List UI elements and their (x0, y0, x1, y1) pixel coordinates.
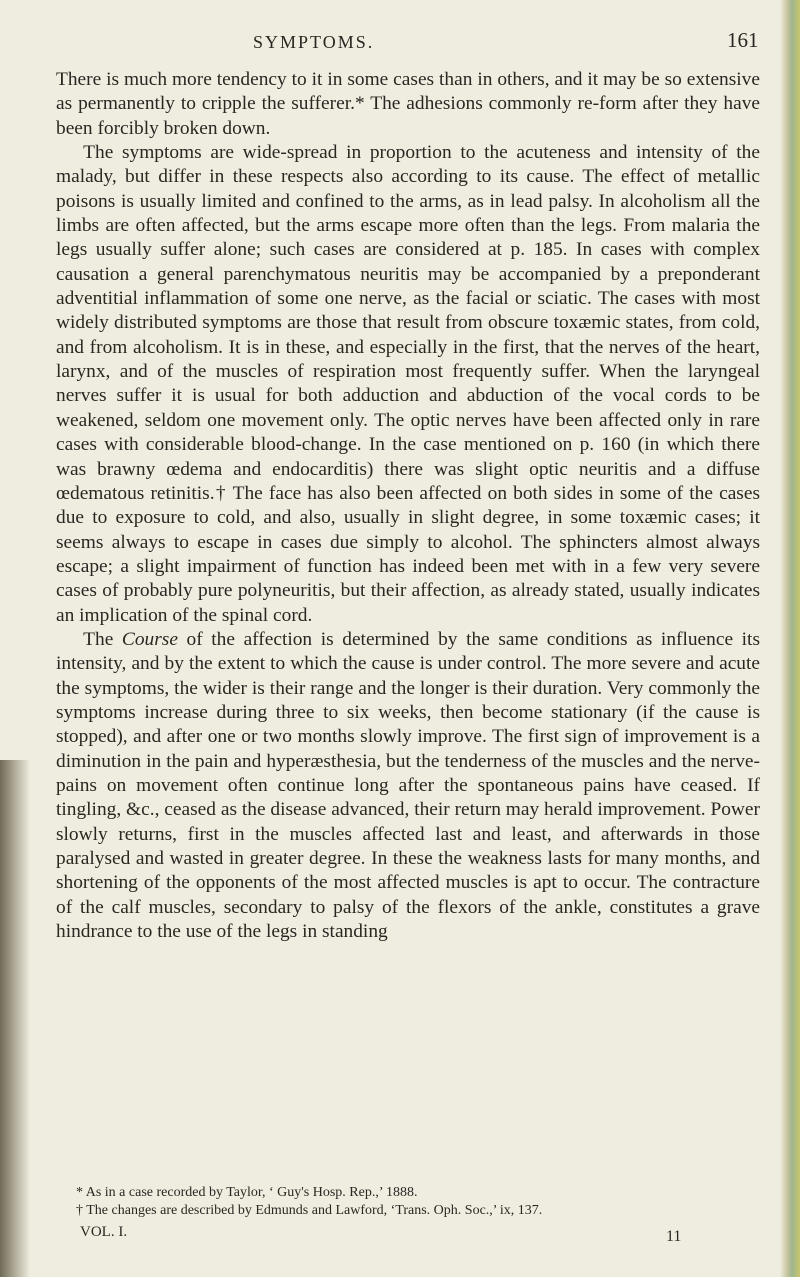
footnote: † The changes are described by Edmunds and Lawford, ‘Trans. Oph. Soc.,’ ix, 137. (76, 1203, 543, 1218)
course-lead: The (83, 628, 122, 650)
binding-shadow (0, 760, 30, 1277)
paragraph-course (56, 628, 760, 944)
page-edge (780, 0, 800, 1277)
page-number: 161 (727, 28, 759, 52)
page-footer (56, 1224, 696, 1246)
body-text (56, 68, 760, 944)
signature-number: 11 (666, 1228, 682, 1245)
page-header (0, 14, 800, 50)
running-head: SYMPTOMS. (253, 32, 375, 52)
footnote: * As in a case recorded by Taylor, ‘ Guy's Hosp. Rep.,’ 1888. (76, 1185, 418, 1200)
paragraph: There is much more tendency to it in some cases than in others, and it may be so extensive as permanently to cripple the sufferer.* The adhesions commonly re-form after they have been forcibly broken down. (56, 69, 760, 139)
course-text: of the affection is determined by the same conditions as influence its intensity, and by the extent to which the cause is under control. The more severe and acute the symptoms, the wider is their range and the longer is their duration. Very commonly the symptoms increase during three to six weeks, then become stationary (if the cause is stopped), and after one or two months slowly improve. The first sign of improvement is a diminution in the pain and hyperæsthesia, but the tenderness of the muscles and the nerve-pains on movement often continue long after the spontaneous pains have ceased. If tingling, &c., ceased as the disease advanced, their return may herald improvement. Power slowly returns, first in the muscles affected last and least, and afterwards in those paralysed and wasted in greater degree. In these the weakness lasts for many months, and shortening of the opponents of the most affected muscles is apt to occur. The contracture of the calf muscles, secondary to palsy of the flexors of the ankle, constitutes a grave hindrance to the use of the legs in standing (56, 628, 760, 943)
volume-signature: VOL. I. (80, 1224, 128, 1240)
paragraph: The symptoms are wide-spread in proportion to the acuteness and intensity of the malady, but differ in these respects also according to its cause. The effect of metallic poisons is usually limited and confined to the arms, as in lead palsy. In alcoholism all the limbs are often affected, but the arms escape more often than the legs. From malaria the legs usually suffer alone; such cases are considered at p. 185. In cases with complex causation a general parenchymatous neuritis may be accompanied by a preponderant adventitial inflammation of some one nerve, as the facial or sciatic. The cases with most widely distributed symptoms are those that result from obscure toxæmic states, from cold, and from alcoholism. It is in these, and especially in the first, that the nerves of the heart, larynx, and of the muscles of respiration most frequently suffer. When the laryngeal nerves suffer it is usual for both adduction and abduction of the vocal cords to be weakened, seldom one movement only. The optic nerves have been affected only in rare cases with considerable blood-change. In the case mentioned on p. 160 (in which there was brawny œdema and endocarditis) there was slight optic neuritis and a diffuse œdematous retinitis.† The face has also been affected on both sides in some of the cases due to exposure to cold, and also, usually in slight degree, in some toxæmic cases; it seems always to escape in cases due simply to alcohol. The sphincters almost always escape; a slight impairment of function has indeed been met with in a few very severe cases of probably pure polyneuritis, but their affection, as already stated, usually indicates an implication of the spinal cord. (56, 142, 760, 626)
footnotes (56, 1184, 776, 1220)
course-heading: Course (121, 628, 178, 650)
